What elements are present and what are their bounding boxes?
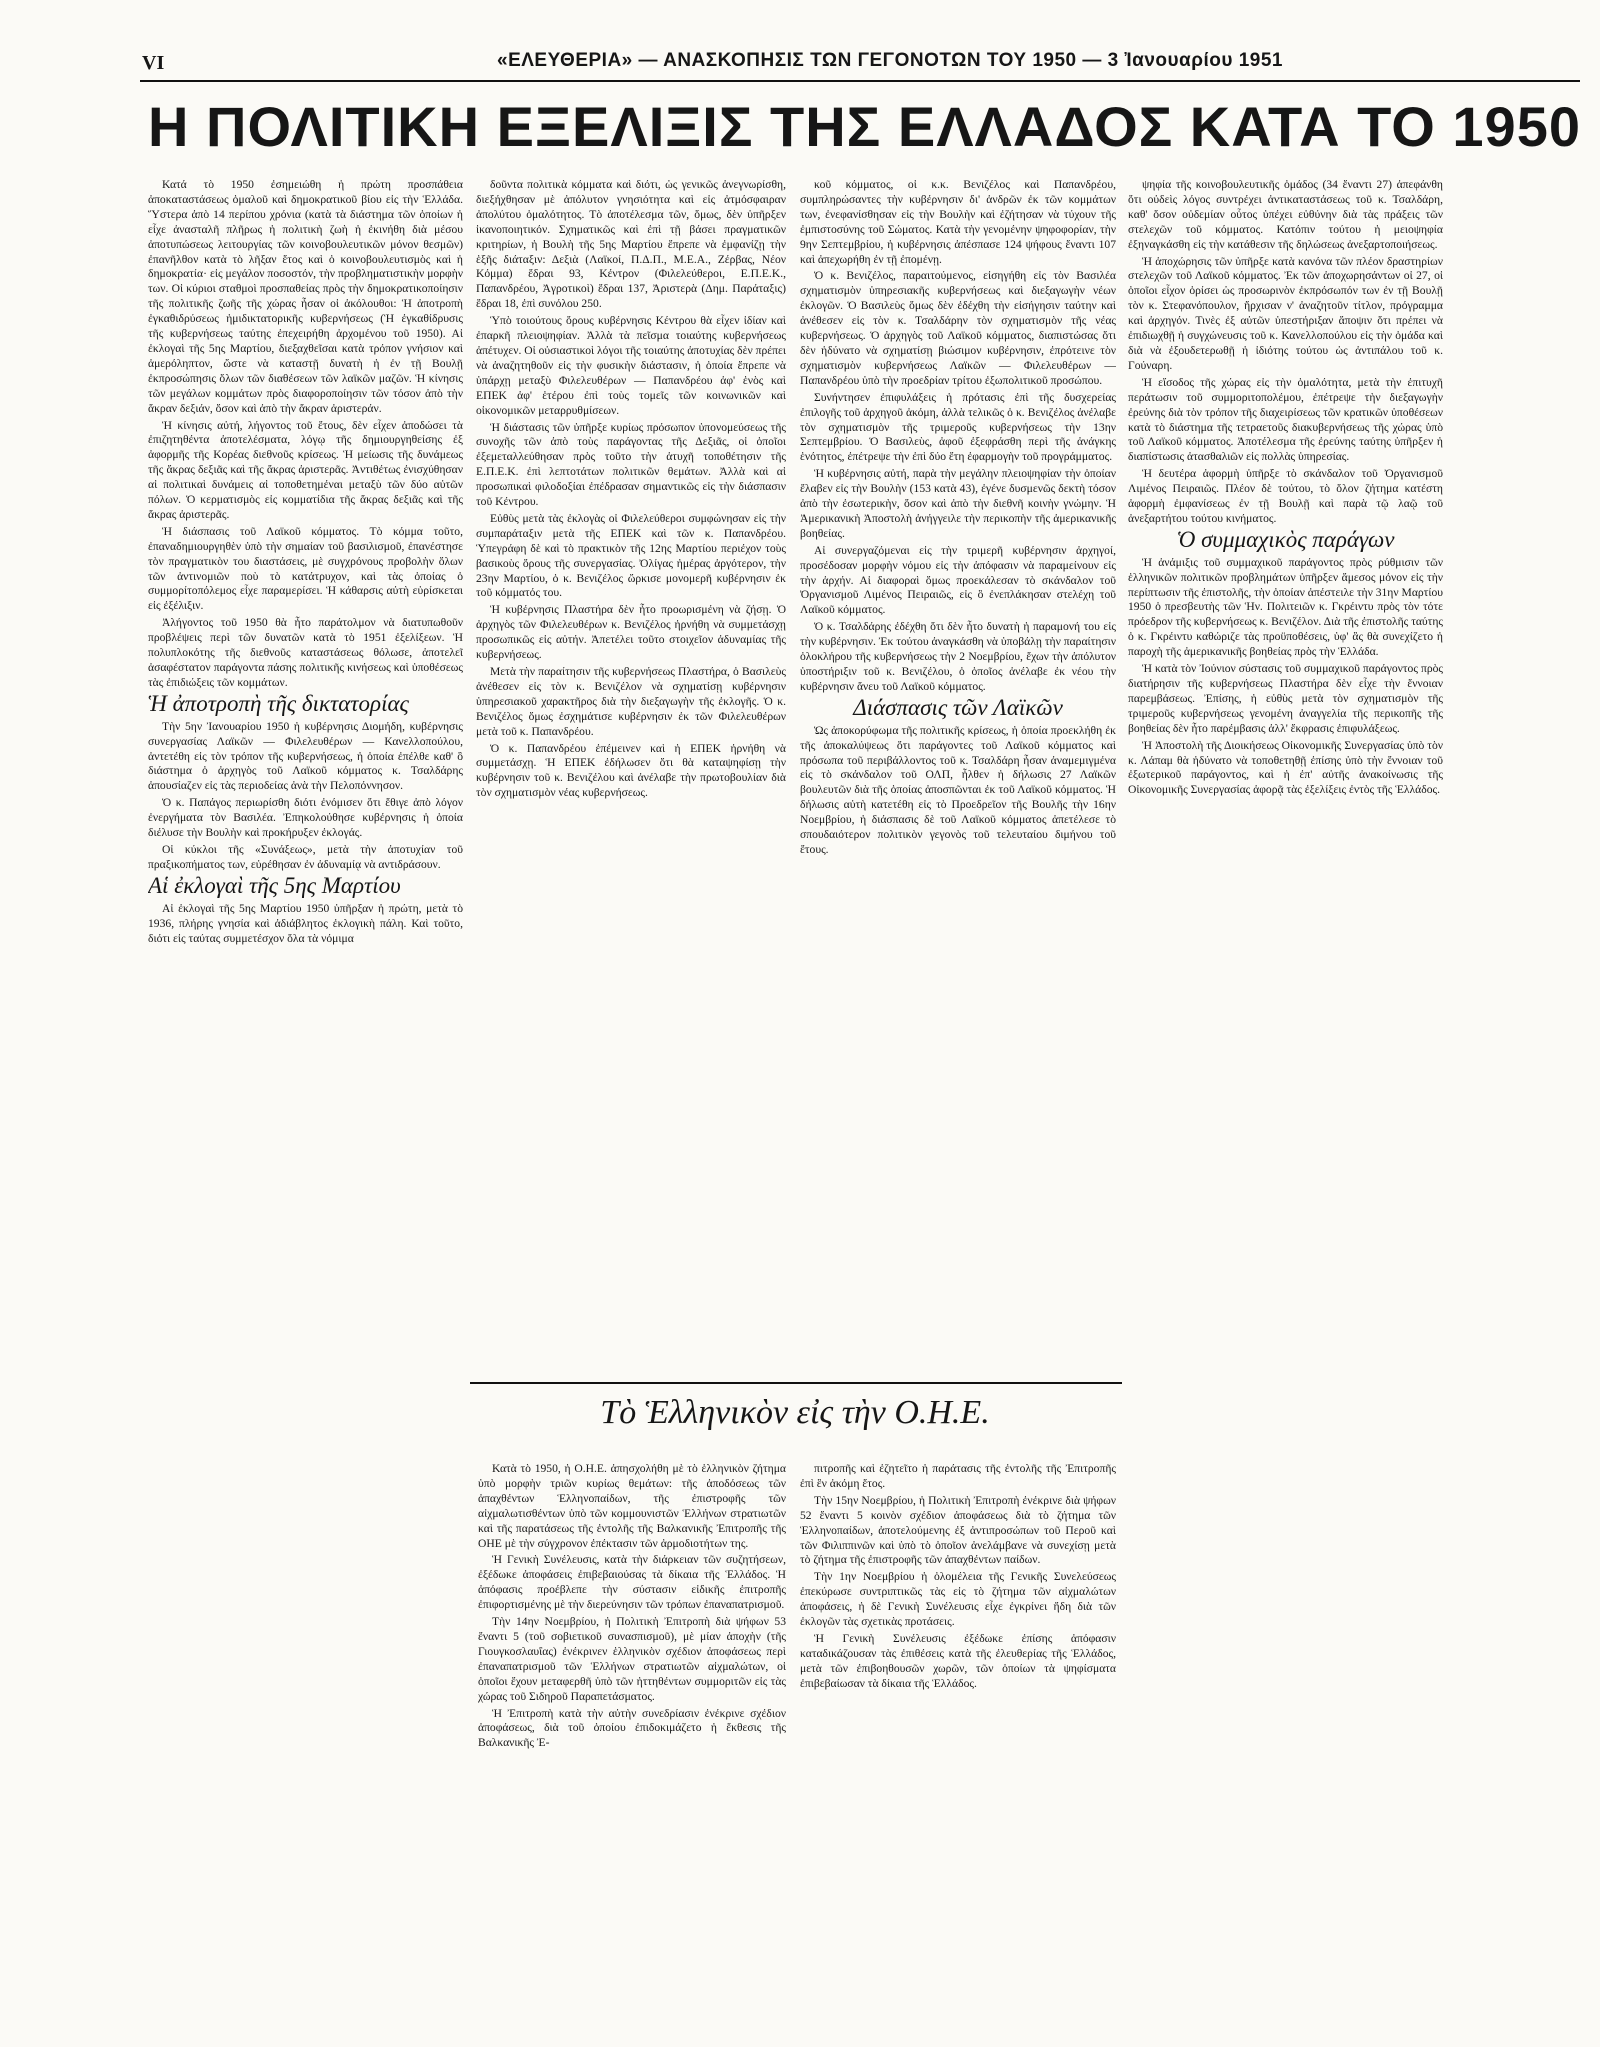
subheading-elections: Αἱ ἐκλογαὶ τῆς 5ης Μαρτίου	[148, 872, 401, 898]
paragraph: Αἱ ἐκλογαὶ τῆς 5ης Μαρτίου 1950 ὑπῆρξαν ἡ πρώτη, μετὰ τὸ 1936, πλήρης γνησία καὶ ἀδιάβλητος ἐκλογικὴ πάλη. Καὶ τοῦτο, διότι εἰς ταύτας συμμετέσχον ὅλα τὰ νόμιμα	[148, 901, 463, 945]
paragraph: Αἱ συνεργαζόμεναι εἰς τὴν τριμερῆ κυβέρνησιν ἀρχηγοί, προσέδοσαν μορφὴν νόμου εἰς τὴν ἀπόφασιν νὰ παραμείνουν εἰς τὴν ἀρχήν. Αἱ διαφοραὶ ὅμως προεκάλεσαν τὸ σκάνδαλον τοῦ Ὀργανισμοῦ Λιμένος Πειραιῶς, εἰς ὃ ἐνεπλάκησαν στελέχη τοῦ Λαϊκοῦ κόμματος.	[800, 543, 1116, 617]
header-rule	[140, 80, 1580, 82]
paragraph: Ὁ κ. Βενιζέλος, παραιτούμενος, εἰσηγήθη εἰς τὸν Βασιλέα σχηματισμὸν ὑπηρεσιακῆς κυβερνήσεως καὶ διεξαγωγὴν νέων ἐκλογῶν. Ὁ Βασιλεὺς ὅμως δὲν ἐδέχθη τὴν εἰσήγησιν ταύτην καὶ ἀνέθεσεν εἰς τὸν κ. Τσαλδάρην τὸν σχηματισμὸν τῆς νέας κυβερνήσεως. Ὁ ἀρχηγὸς τοῦ Λαϊκοῦ κόμματος, διαπιστώσας ὅτι δὲν ἠδύνατο νὰ σχηματίσῃ βιώσιμον κυβέρνησιν, ἐπρότεινε τὸν σχηματισμὸν κυβερνήσεως Λαϊκῶν — Φιλελευθέρων — Παπανδρέου ὑπὸ τὴν προεδρίαν τρίτου ἐξωπολιτικοῦ προσώπου.	[800, 269, 1116, 387]
paragraph: Ἡ διάσπασις τοῦ Λαϊκοῦ κόμματος. Τὸ κόμμα τοῦτο, ἐπαναδημιουργηθὲν ὑπὸ τὴν σημαίαν τοῦ βασιλισμοῦ, ἐπανέστησε τὸν πραγματικὸν του διαστάσεις, μὲ συγχρόνους προβολὴν ὅλων τῶν ἀντινομιῶν ποὺ τὸ κατάτρυχον, καὶ τὰς ὁποίας ὁ συμμορίτοπόλεμος εἶχε παραμερίσει. Ἡ κάθαρσις αὐτὴ εὑρίσκεται εἰς ἐξέλιξιν.	[148, 524, 463, 613]
onu-article-title: Τὸ Ἑλληνικὸν εἰς τὴν Ο.Η.Ε.	[600, 1394, 990, 1431]
paragraph: Τὴν 15ην Νοεμβρίου, ἡ Πολιτικὴ Ἐπιτροπὴ ἐνέκρινε διὰ ψήφων 52 ἔναντι 5 κοινὸν σχέδιον ἀποφάσεως διὰ τὸ ζήτημα τῶν Ἑλληνοπαίδων, ἀποτελούμενης ἐξ ἀντιπροσώπων τοῦ Περοῦ καὶ τῶν Φιλιππινῶν καὶ ὑπὸ τὸ ὁποῖον ἀνελάμβανε νὰ συνεχίσῃ μετὰ τὸ ζήτημα τῆς ἐπιστροφῆς τῶν ἀπαχθέντων παίδων.	[800, 1493, 1116, 1567]
paragraph: Ἡ κυβέρνησις Πλαστήρα δὲν ἦτο προωρισμένη νὰ ζήσῃ. Ὁ ἀρχηγὸς τῶν Φιλελευθέρων κ. Βενιζέλος ἠρνήθη νὰ συμμετάσχῃ προσωπικῶς εἰς αὐτήν. Ἀπετέλει τοῦτο στοιχεῖον ἀδυναμίας τῆς κυβερνήσεως.	[476, 603, 786, 662]
paragraph: Ὁ κ. Παπάγος περιωρίσθη διότι ἐνόμισεν ὅτι ἔθιγε ἀπὸ λόγον ἐνεργήματα τὸν Βασιλέα. Ἐπηκολούθησε κυβέρνησις ἡ ὁποία διέλυσε τὴν Βουλὴν καὶ προκήρυξεν ἐκλογάς.	[148, 796, 463, 840]
onu-box-rule	[470, 1382, 1122, 1384]
paragraph: Ἡ Γενικὴ Συνέλευσις ἐξέδωκε ἐπίσης ἀπόφασιν καταδικάζουσαν τὰς ἐπιθέσεις κατὰ τῆς ἐλευθερίας τῆς Ἑλλάδος, μετὰ τῶν ἐπιβοηθουσῶν χωρῶν, τῶν ὁποίων τὰ ψηφίσματα ἐπιβεβαίωσαν τὰ δίκαια τῆς Ἑλλάδος.	[800, 1631, 1116, 1690]
paragraph: Ἡ εἴσοδος τῆς χώρας εἰς τὴν ὁμαλότητα, μετὰ τὴν ἐπιτυχῆ περάτωσιν τοῦ συμμοριτοπολέμου, ἐπέτρεψε τὴν διεξαγωγὴν ἐρεύνης διὰ τὸν τρόπον τῆς διαχειρίσεως τῶν κρατικῶν ὑποθέσεων κατὰ τὸ διάστημα τῆς τετραετοῦς διακυβερνήσεως τῆς χώρας ὑπὸ τοῦ Λαϊκοῦ κόμματος. Ἀποτέλεσμα τῆς ἐρεύνης ταύτης ὑπῆρξεν ἡ διαπίστωσις ἀτασθαλιῶν εἰς πολλὰς ὑπηρεσίας.	[1128, 375, 1443, 464]
paragraph: Ὑπὸ τοιούτους ὅρους κυβέρνησις Κέντρου θὰ εἶχεν ἰδίαν καὶ ἐπαρκῆ πλειοψηφίαν. Ἀλλὰ τὰ πεῖσμα τοιαύτης κυβερνήσεως ἀπέτυχεν. Οἱ οὐσιαστικοὶ λόγοι τῆς τοιαύτης ἀποτυχίας δὲν πρέπει νὰ ἀναζητηθοῦν εἰς τὴν φυσικὴν διάστασιν, ἡ ὁποία ἔπρεπε νὰ ὑπάρχῃ μεταξὺ Φιλελευθέρων — Παπανδρέου ἀφ' ἑνὸς καὶ ΕΠΕΚ ἀφ' ἑτέρου ἐπὶ τοὺς τομεῖς τῶν κοινωνικῶν καὶ οἰκονομικῶν μεταρρυθμίσεων.	[476, 314, 786, 417]
paragraph: Κατά τὸ 1950 ἐσημειώθη ἡ πρώτη προσπάθεια ἀποκαταστάσεως ὁμαλοῦ καὶ δημοκρατικοῦ βίου εἰς τὴν Ἑλλάδα. Ὕστερα ἀπὸ 14 περίπου χρόνια (κατὰ τὰ διάστημα τῶν ὁποίων ἡ εἶχε ἀνασταλῆ πλῆρως ἡ πολιτικὴ ζωὴ ἡ ἐκινήθη διὰ μέσου ἀποτυπώσεως λειτουργίας τῶν κοινοβουλευτικῶν μόνον θεσμῶν) ἐπανῆλθον κατὰ τὸ λῆξαν ἔτος καὶ ὁ κοινοβουλευτισμὸς καὶ ἡ δημοκρατία· εἰς μεγάλον ποσοστόν, τὴν προβληματιστικὴν μορφὴν των. Οἱ κύριοι σταθμοὶ προσπαθείας πρὸς τὴν δημοκρατικοποίησιν τῆς πολιτικῆς ζωῆς τῆς χώρας ἦσαν οἱ ἀκόλουθοι: Ἡ ἀποτροπὴ ἐγκαθιδρύσεως ἡμιδικτατορικῆς κυβερνήσεως (Ἡ ἐγκαθίδρυσις τῆς κυβερνήσεως ταύτης ἐπεχειρήθη ἀρχομένου τοῦ 1950). Αἱ ἐκλογαὶ τῆς 5ης Μαρτίου, διεξαχθεῖσαι κατὰ τρόπον γνήσιον καὶ ἀμερόληπτον, ὥστε νὰ καταστῇ δυνατὴ ἡ ἐν τῇ Βουλῇ ἐκπροσώπησις ὅλων τῶν διαθέσεων τῶν λαϊκῶν μαζῶν. Ἡ κίνησις τῶν μεγάλων κομμάτων πρὸς διαφοροποίησιν τῶν τόσον ἀπὸ τὴν ἄκραν δεξιάν, ὅσον καὶ ἀπὸ τὴν ἄκραν ἀριστεράν.	[148, 178, 463, 415]
paragraph: Μετὰ τὴν παραίτησιν τῆς κυβερνήσεως Πλαστήρα, ὁ Βασιλεὺς ἀνέθεσεν εἰς τὸν κ. Βενιζέλον νὰ σχηματίσῃ κυβέρνησιν ὑπηρεσιακοῦ χαρακτῆρος διὰ τὴν διεξαγωγὴν τῆς ἐκλογῆς. Ὁ κ. Βενιζέλος ὅμως ἐσχημάτισε κυβέρνησιν ἐκ τῶν Φιλελευθέρων μετὰ τοῦ κ. Παπανδρέου.	[476, 665, 786, 738]
article-column-4	[1128, 178, 1443, 2028]
onu-column-1	[478, 1462, 786, 2032]
paragraph: πιτροπῆς καὶ ἐζητεῖτο ἡ παράτασις τῆς ἐντολῆς τῆς Ἐπιτροπῆς ἐπὶ ἓν ἀκόμη ἔτος.	[800, 1462, 1116, 1490]
subheading-dictatorship: Ἡ ἀποτροπὴ τῆς δικτατορίας	[148, 690, 409, 716]
paragraph: Συνήντησεν ἐπιφυλάξεις ἡ πρότασις ἐπὶ τῆς δυσχερείας ἐπιλογῆς τοῦ ἀρχηγοῦ ἀκόμη, ἀλλὰ τελικῶς ὁ κ. Βενιζέλος ἀνέλαβε τὸν σχηματισμὸν τῆς τριμεροῦς κυβερνήσεως τὴν 13ην Σεπτεμβρίου. Ὁ Βασιλεὺς, ἀφοῦ ἐξεφράσθη περὶ τῆς ἀνάγκης ἑνότητος, ἐπέτρεψε τὴν ἐπὶ δύο ἔτη ἐφαρμογὴν τοῦ προγράμματος.	[800, 390, 1116, 464]
paragraph: Ἡ ἀποχώρησις τῶν ὑπῆρξε κατὰ κανόνα τῶν πλέον δραστηρίων στελεχῶν τοῦ Λαϊκοῦ κόμματος. Ἐκ τῶν ἀποχωρησάντων οἱ 27, οἱ ὁποῖοι εἶχον ὁρίσει ὡς προσωρινὸν ἐκπρόσωπόν των ἐν τῇ Βουλῇ τὸν κ. Στεφανόπουλον, ἤρχισαν ν' ἀναζητοῦν τίτλον, πρόγραμμα καὶ ἀρχηγόν. Τινὲς ἐξ αὐτῶν ὑπεστήριξαν ἄποψιν ὅτι πρέπει νὰ ἐπιδιωχθῇ ἡ συγχώνευσις τοῦ κ. Κανελλοπούλου εἰς τὴν ὁμάδα καὶ διὰ νὰ ἐξουδετερωθῇ ἡ ἰδιότης τούτου ὡς ἀντιπάλου τοῦ κ. Γούναρη.	[1128, 254, 1443, 372]
paragraph: Ἀλήγοντος τοῦ 1950 θὰ ἦτο παράτολμον νὰ διατυπωθοῦν προβλέψεις περὶ τῶν δυνατῶν κατὰ τὸ 1951 ἐξελίξεων. Ἡ πολυπλοκότης τῆς διεθνοῦς καταστάσεως θόλωσε, ἀποτελεῖ ἀσαφέστατον παράγοντα πάσης πολιτικῆς κινήσεως καὶ ὑποθέσεως τὰς ἐπιδιώξεις τῶν κομμάτων.	[148, 616, 463, 689]
onu-column-2	[800, 1462, 1116, 2032]
paragraph: Ἡ δευτέρα ἀφορμὴ ὑπῆρξε τὸ σκάνδαλον τοῦ Ὀργανισμοῦ Λιμένος Πειραιῶς. Πλέον δὲ τούτου, τὸ ὅλον ζήτημα κατέστη ἀφορμὴ ἐμφανίσεως ἐν τῇ Βουλῇ καὶ παρὰ τῷ λαῷ τοῦ ἀνεξαρτήτου τούτου κινήματος.	[1128, 467, 1443, 525]
paragraph: Ἡ διάστασις τῶν ὑπῆρξε κυρίως πρόσωπον ὑπονομεύσεως τῆς συνοχῆς τῶν ἀπὸ τοὺς παράγοντας τῆς Δεξιᾶς, οἱ ὁποῖοι ἐξεμεταλλεύθησαν πρὸς τοῦτο τὴν ἀτυχῆ τοποθέτησιν τῆς Ε.Π.Ε.Κ. ἐπὶ λεπτοτάτων πολιτικῶν θεμάτων. Ἀλλὰ καὶ αἱ προσωπικαὶ φιλοδοξίαι ἐπέδρασαν σημαντικῶς εἰς τὴν διάσπασιν τοῦ Κέντρου.	[476, 420, 786, 509]
paragraph: Ἡ κίνησις αὐτή, λήγοντος τοῦ ἔτους, δὲν εἶχεν ἀποδώσει τὰ ἐπιζητηθέντα ἀποτελέσματα, λόγῳ τῆς δημιουργηθείσης ἐξ ἀφορμῆς τῆς Κορέας διεθνοῦς κρίσεως. Ἡ μείωσις τῆς δυνάμεως τῆς ἄκρας δεξιᾶς καὶ τῆς ἄκρας ἀριστερᾶς. Ἀντιθέτως ἐνισχύθησαν αἱ πολιτικαὶ δυνάμεις αἱ τοποθετημέναι μεταξὺ τῶν δύο αὐτῶν πόλων. Ὁ κερματισμὸς εἰς κομματίδια τῆς ἄκρας δεξιᾶς καὶ τῆς ἄκρας ἀριστερᾶς.	[148, 418, 463, 521]
paragraph: Εὐθὺς μετὰ τὰς ἐκλογὰς οἱ Φιλελεύθεροι συμφώνησαν εἰς τὴν συμπαράταξιν μετὰ τῆς ΕΠΕΚ καὶ τῶν κ. Παπανδρέου. Ὑπεγράφη δὲ καὶ τὸ πρακτικὸν τῆς 12ης Μαρτίου περιέχον τοὺς βασικοὺς ὅρους τῆς συνεργασίας. Ὀλίγας ἡμέρας ἀργότερον, τὴν 23ην Μαρτίου, ὁ κ. Βενιζέλος ὥρκισε μονομερῆ κυβέρνησιν ἐκ τοῦ κόμματός του.	[476, 511, 786, 600]
subheading-split: Διάσπασις τῶν Λαϊκῶν	[853, 694, 1063, 720]
article-column-2	[476, 178, 786, 1373]
paragraph: Ἡ κατὰ τὸν Ἰούνιον σύστασις τοῦ συμμαχικοῦ παράγοντος πρὸς διατήρησιν τῆς κυβερνήσεως Πλαστήρα δὲν εἶχε τὴν ἔννοιαν παρεμβάσεως. Ἐπίσης, ἡ εὐθὺς μετὰ τὸν σχηματισμὸν τῆς τριμεροῦς κυβερνήσεως γενομένη ἀναγγελία τῆς περικοπῆς τῆς βοηθείας δὲν ἦτο παρέμβασις ἀλλ' ἔκφρασις ἐπιφυλάξεως.	[1128, 662, 1443, 735]
paragraph: ψηφία τῆς κοινοβουλευτικῆς ὁμάδος (34 ἕναντι 27) ἀπεφάνθη ὅτι οὐδεὶς λόγος συντρέχει ἀντικαταστάσεως τοῦ κ. Τσαλδάρη, καθ' ὅσον οὐδεμίαν οὗτος ὑπέχει εὐθύνην διὰ τὰς πράξεις τῶν στελεχῶν τοῦ κόμματος. Κατόπιν τούτου ἡ μειοψηφία ἐξηναγκάσθη εἰς τὴν κατάθεσιν τῆς δηλώσεως ἀνεξαρτοποιήσεως.	[1128, 178, 1443, 251]
paragraph: Κατὰ τὸ 1950, ἡ Ο.Η.Ε. ἀπησχολήθη μὲ τὸ ἑλληνικὸν ζήτημα ὑπὸ μορφὴν τριῶν κυρίως θεμάτων: τῆς ἀποδόσεως τῶν ἀπαχθέντων Ἑλληνοπαίδων, τῆς ἐπιστροφῆς τῶν αἰχμαλωτισθέντων ὑπὸ τῶν κομμουνιστῶν Ἑλλήνων στρατιωτῶν καὶ τῆς παρατάσεως τῆς ἐντολῆς τῆς Βαλκανικῆς Ἐπιτροπῆς τῆς ΟΗΕ μὲ τὴν σύγχρονον ἐπέκτασιν τῶν ἁρμοδιοτήτων της.	[478, 1462, 786, 1550]
paragraph: Ἡ Γενικὴ Συνέλευσις, κατὰ τὴν διάρκειαν τῶν συζητήσεων, ἐξέδωκε ἀποφάσεις ἐπιβεβαιούσας τὰ δίκαια τῆς Ἑλλάδος. Ἡ ἀπόφασις προέβλεπε τὴν σύστασιν εἰδικῆς ἐπιτροπῆς ἐπιφορτισμένης μὲ τὴν διερεύνησιν τῶν τρόπων ἐπαναπατρισμοῦ.	[478, 1553, 786, 1612]
paragraph: Ἡ κυβέρνησις αὐτή, παρὰ τὴν μεγάλην πλειοψηφίαν τὴν ὁποίαν ἔλαβεν εἰς τὴν Βουλὴν (153 κατὰ 43), ἐγένε δυσμενῶς δεκτὴ τόσον ἀπὸ τὴν ἐσωτερικὴν, ὅσον καὶ ἀπὸ τὴν διεθνῆ κοινὴν γνώμην. Ἡ Ἀμερικανικὴ Ἀποστολὴ ἀνήγγειλε τὴν περικοπὴν τῆς ἀμερικανικῆς βοηθείας.	[800, 467, 1116, 540]
paragraph: Ὁ κ. Τσαλδάρης ἐδέχθη ὅτι δὲν ἦτο δυνατὴ ἡ παραμονή του εἰς τὴν κυβέρνησιν. Ἐκ τούτου ἀναγκάσθη νὰ ὑποβάλῃ τὴν παραίτησιν ὁλοκλήρου τῆς κυβερνήσεως τὴν 2 Νοεμβρίου, ἔχων τὴν ἀπόλυτον ὑποστήριξιν τοῦ κ. Βενιζέλου, ὁ ὁποῖος ἀνέλαβε ἐκ νέου τὴν κυβέρνησιν ἄνευ τοῦ Λαϊκοῦ κόμματος.	[800, 620, 1116, 693]
paragraph: δοῦντα πολιτικὰ κόμματα καὶ διότι, ὡς γενικῶς ἀνεγνωρίσθη, διεξήχθησαν μὲ ἀπόλυτον γνησιότητα καὶ εἰς ἀτμόσφαιραν ἀπολύτου ὁμαλότητος. Τὸ ἀποτέλεσμα τῶν, ὅμως, δὲν ὑπῆρξεν ἱκανοποιητικόν. Σχηματικῶς καὶ ἐπὶ τῇ βάσει πραγματικῶν κριτηρίων, ἡ Βουλὴ τῆς 5ης Μαρτίου ἔπρεπε νὰ ἐμφανίζῃ τὴν ἑξῆς διάταξιν: Δεξιὰ (Λαϊκοί, Π.Δ.Π., Μ.Ε.Α., Ζέρβας, Νέον Κόμμα) ἕδραι 93, Κέντρον (Φιλελεύθεροι, Ε.Π.Ε.Κ., Παπανδρέου, Ἀγροτικοὶ) ἕδραι 137, Ἀριστερὰ (Δημ. Παράταξις) ἕδραι 18, ἐπὶ συνόλου 250.	[476, 178, 786, 311]
paragraph: Ἡ Ἐπιτροπὴ κατὰ τὴν αὐτὴν συνεδρίασιν ἐνέκρινε σχέδιον ἀποφάσεως, διὰ τοῦ ὁποίου ἐπιδοκιμάζετο ἡ ἔκθεσις τῆς Βαλκανικῆς Ἐ-	[478, 1706, 786, 1750]
paragraph: Τὴν 1ην Νοεμβρίου ἡ ὁλομέλεια τῆς Γενικῆς Συνελεύσεως ἐπεκύρωσε συντριπτικῶς τὰς εἰς τὸ ζήτημα τῶν αἰχμαλώτων ἀποφάσεις, ἡ δὲ Γενικὴ Συνέλευσις εἶχε ἐγκρίνει ἤδη διὰ τῶν ἐκλογῶν τὰς σχετικὰς προτάσεις.	[800, 1570, 1116, 1629]
paragraph: Ἡ Ἀποστολὴ τῆς Διοικήσεως Οἰκονομικῆς Συνεργασίας ὑπὸ τὸν κ. Λάπαμ θὰ ἠδύνατο νὰ τοποθετηθῇ ἐπίσης ὑπὸ τὴν ἔννοιαν τοῦ ἐξωτερικοῦ παράγοντος, καὶ ἡ ἐπ' αὐτῆς ἀνακοίνωσις τῆς Οἰκονομικῆς Συνεργασίας ἀφορᾷ τὰς ἐξελίξεις ἐντὸς τῆς Ἑλλάδος.	[1128, 738, 1443, 797]
paragraph: Τὴν 14ην Νοεμβρίου, ἡ Πολιτικὴ Ἐπιτροπὴ διὰ ψήφων 53 ἔναντι 5 (τοῦ σοβιετικοῦ συνασπισμοῦ), μὲ μίαν ἀποχὴν (τῆς Γιουγκοσλαυΐας) ἐνέκρινεν ἑλληνικὸν σχέδιον ἀποφάσεως περὶ ἐπαναπατρισμοῦ τῶν Ἑλλήνων στρατιωτῶν αἰχμαλώτων, οἱ ὁποῖοι ἔχουν μεταφερθῆ ὑπὸ τῶν ἡττηθέντων συμμοριτῶν εἰς τὰς χώρας τοῦ Σιδηροῦ Παραπετάσματος.	[478, 1615, 786, 1703]
subheading-allied-factor: Ὁ συμμαχικὸς παράγων	[1176, 526, 1395, 552]
paragraph: Τὴν 5ην Ἰανουαρίου 1950 ἡ κυβέρνησις Διομήδη, κυβέρνησις συνεργασίας Λαϊκῶν — Φιλελευθέρων — Κανελλοπούλου, ἀντετέθη εἰς τὸν τρόπον τῆς κυβερνήσεως, ἡ ὁποία ἐπέλθε καθ' ὃ διάστημα ὁ ἀρχηγὸς τοῦ Λαϊκοῦ κόμματος κ. Τσαλδάρης ἀπουσίαζεν εἰς τὰς περιοδείας ἀνὰ τὴν Πελοπόννησον.	[148, 719, 463, 793]
paragraph: Ἡ ἀνάμιξις τοῦ συμμαχικοῦ παράγοντος πρὸς ρύθμισιν τῶν ἑλληνικῶν πολιτικῶν προβλημάτων ὑπῆρξεν ἄμεσος μόνον εἰς τὴν περίπτωσιν τῆς ἐπιστολῆς, τὴν ὁποίαν ἀπέστειλε τὴν 31ην Μαρτίου 1950 ὁ πρεσβευτὴς τῶν Ἡν. Πολιτειῶν κ. Γκρέιντυ πρὸς τὸν τότε πρόεδρον τῆς κυβερνήσεως κ. Βενιζέλον. Διὰ τῆς ἐπιστολῆς ταύτης ὁ κ. Γκρέιντυ καθώριζε τὰς προϋποθέσεις, ὑφ' ἃς θὰ συνεχίζετο ἡ παροχὴ τῆς ἀμερικανικῆς βοηθείας πρὸς τὴν Ἑλλάδα.	[1128, 555, 1443, 659]
paragraph: Ὁ κ. Παπανδρέου ἐπέμεινεν καὶ ἡ ΕΠΕΚ ἠρνήθη νὰ συμμετάσχῃ. Ἡ ΕΠΕΚ ἐδήλωσεν ὅτι θὰ καταψηφίσῃ τὴν κυβέρνησιν τοῦ κ. Βενιζέλου καὶ ἀνέλαβε τὴν πρωτοβουλίαν διὰ τὸν σχηματισμὸν νέας κυβερνήσεως.	[476, 741, 786, 800]
article-title: Η ΠΟΛΙΤΙΚΗ ΕΞΕΛΙΞΙΣ ΤΗΣ ΕΛΛΑΔΟΣ ΚΑΤΑ ΤΟ 1950	[148, 95, 1581, 158]
article-column-1	[148, 178, 463, 2028]
paragraph: Ὡς ἀποκορύφωμα τῆς πολιτικῆς κρίσεως, ἡ ὁποία προεκλήθη ἐκ τῆς ἀποκαλύψεως ὅτι παράγοντες τοῦ Λαϊκοῦ κόμματος καὶ πρόσωπα τοῦ περιβάλλοντος τοῦ κ. Τσαλδάρη ἦσαν ἀναμεμιγμένα εἰς τὸ σκάνδαλον τοῦ ΟΛΠ, ἦλθεν ἡ δήλωσις 27 Λαϊκῶν βουλευτῶν διὰ τῆς ὁποίας ἀποσπῶνται ἐκ τοῦ Λαϊκοῦ κόμματος. Ἡ δήλωσις αὐτὴ κατετέθη εἰς τὸ Προεδρεῖον τῆς Βουλῆς τὴν 16ην Νοεμβρίου, ἡ διάσπασις δὲ τοῦ Λαϊκοῦ κόμματος ἀπετέλεσε τὸ σπουδαιότερον πολιτικὸν γεγονὸς τοῦ τελευταίου διμήνου τοῦ ἔτους.	[800, 723, 1116, 856]
page-number: VI	[142, 52, 165, 74]
paragraph: κοῦ κόμματος, οἱ κ.κ. Βενιζέλος καὶ Παπανδρέου, συμπληρώσαντες τὴν κυβέρνησιν δι' ἀνδρῶν ἐκ τῶν κομμάτων των, ἐνεφανίσθησαν εἰς τὴν Βουλὴν καὶ ἐζήτησαν νὰ τύχουν τῆς ἐμπιστοσύνης τοῦ Σώματος. Κατὰ τὴν γενομένην ψηφοφορίαν, τὴν 9ην Σεπτεμβρίου, ἡ κυβέρνησις ἀπέσπασε 124 ψήφους ἔναντι 107 καὶ ἀπεχωρήθη ἐν τῇ ἐπομένῃ.	[800, 178, 1116, 266]
paragraph: Οἱ κύκλοι τῆς «Συνάξεως», μετὰ τὴν ἀποτυχίαν τοῦ πραξικοπήματος των, εὐρέθησαν ἐν ἀδυναμίᾳ νὰ αντιδράσουν.	[148, 842, 463, 871]
article-column-3	[800, 178, 1116, 1373]
running-title	[140, 50, 1580, 76]
running-title-text: «ΕΛΕΥΘΕΡΙΑ» — ΑΝΑΣΚΟΠΗΣΙΣ ΤΩΝ ΓΕΓΟΝΟΤΩΝ ΤΟΥ 1950 — 3 Ἰανουαρίου 1951	[497, 50, 1283, 71]
